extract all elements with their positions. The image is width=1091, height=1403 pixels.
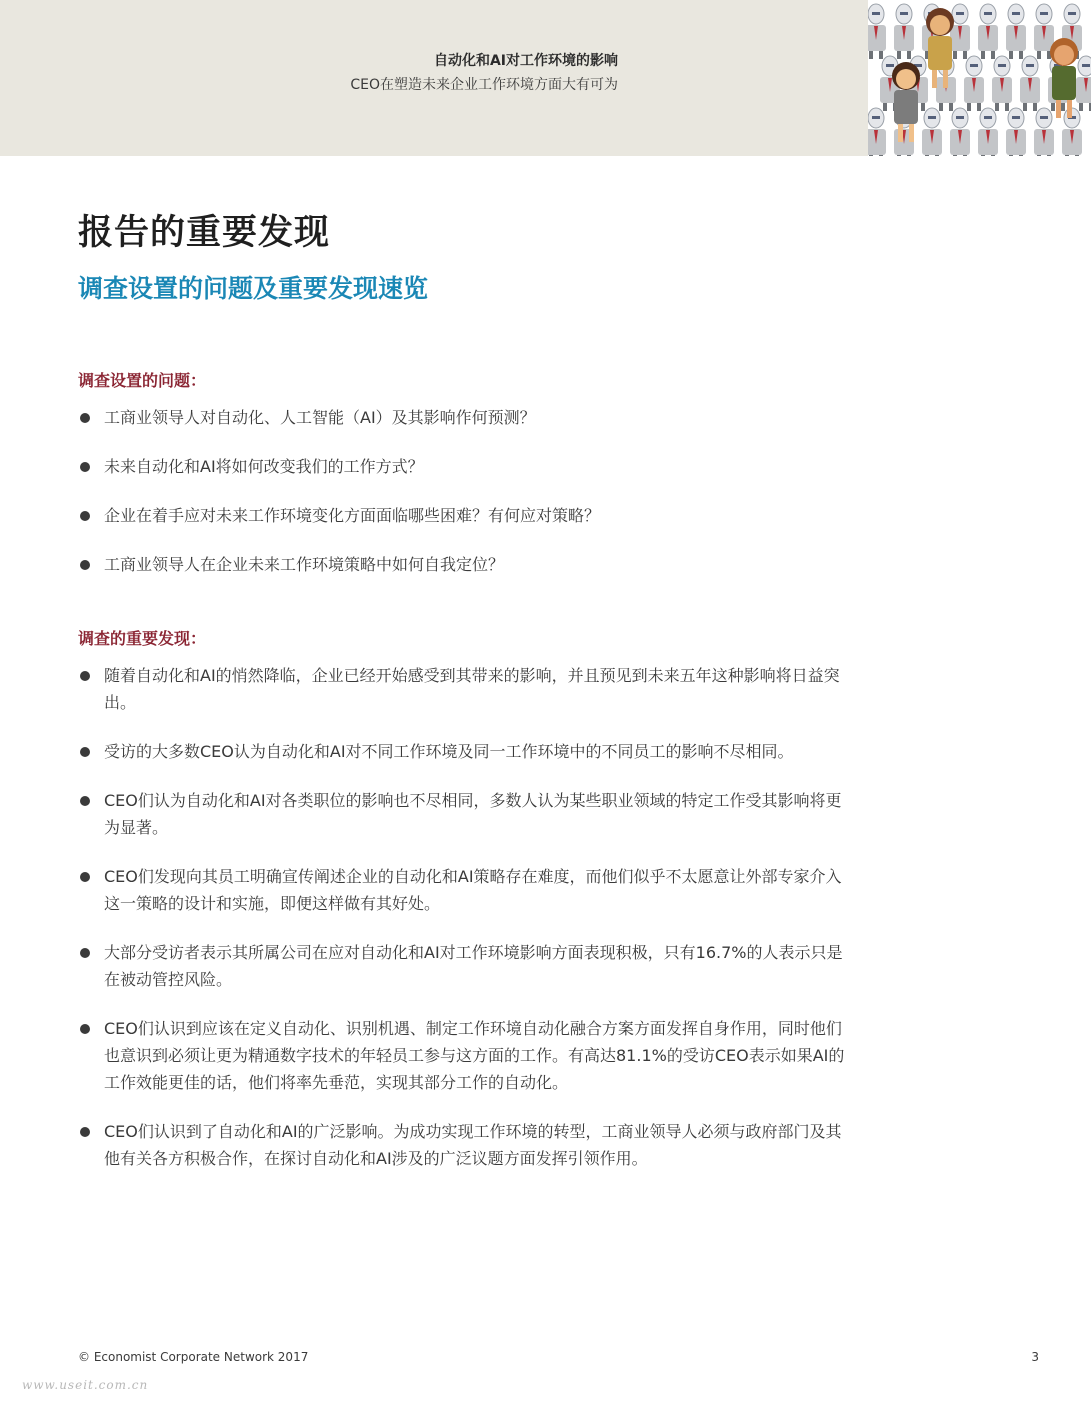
list-item <box>78 1118 848 1172</box>
list-item-text: 工商业领导人在企业未来工作环境策略中如何自我定位？ <box>104 555 505 574</box>
bullet-icon <box>80 1024 90 1034</box>
robot-figure-icon <box>950 108 970 156</box>
robot-figure-icon <box>978 4 998 59</box>
questions-list <box>78 404 848 600</box>
bullet-icon <box>80 413 90 423</box>
header-illustration <box>868 0 1091 156</box>
bullet-icon <box>80 948 90 958</box>
bullet-icon <box>80 872 90 882</box>
questions-heading: 调查设置的问题： <box>78 371 207 390</box>
page-number: 3 <box>1031 1350 1039 1364</box>
header-subtitle: CEO在塑造未来企业工作环境方面大有可为 <box>350 77 618 93</box>
footer-copyright: © Economist Corporate Network 2017 <box>78 1350 309 1364</box>
robot-figure-icon <box>992 56 1012 111</box>
bullet-icon <box>80 511 90 521</box>
list-item <box>78 502 848 529</box>
list-item <box>78 863 848 917</box>
list-item <box>78 939 848 993</box>
findings-list <box>78 662 848 1194</box>
robot-figure-icon <box>894 4 914 59</box>
robot-figure-icon <box>1076 56 1091 111</box>
list-item <box>78 738 848 765</box>
person-figure-icon <box>926 8 954 88</box>
list-item-text: 随着自动化和AI的悄然降临，企业已经开始感受到其带来的影响，并且预见到未来五年这种影响将日益突出。 <box>104 666 840 712</box>
findings-heading: 调查的重要发现： <box>78 629 207 648</box>
list-item-text: 未来自动化和AI将如何改变我们的工作方式？ <box>104 457 424 476</box>
list-item <box>78 453 848 480</box>
list-item-text: 企业在着手应对未来工作环境变化方面面临哪些困难？有何应对策略？ <box>104 506 601 525</box>
page-subtitle: 调查设置的问题及重要发现速览 <box>78 274 429 303</box>
list-item <box>78 404 848 431</box>
watermark: www.useit.com.cn <box>22 1378 149 1392</box>
bullet-icon <box>80 671 90 681</box>
robot-figure-icon <box>1034 108 1054 156</box>
list-item <box>78 1015 848 1096</box>
robot-figure-icon <box>1006 4 1026 59</box>
robot-figure-icon <box>1006 108 1026 156</box>
list-item <box>78 787 848 841</box>
header-title: 自动化和AI对工作环境的影响 <box>433 53 618 69</box>
robot-figure-icon <box>922 108 942 156</box>
bullet-icon <box>80 747 90 757</box>
list-item <box>78 551 848 578</box>
list-item-text: CEO们发现向其员工明确宣传阐述企业的自动化和AI策略存在难度，而他们似乎不太愿意让外部专家介入这一策略的设计和实施，即便这样做有其好处。 <box>104 867 842 913</box>
robot-figure-icon <box>950 4 970 59</box>
robot-figure-icon <box>964 56 984 111</box>
list-item-text: 大部分受访者表示其所属公司在应对自动化和AI对工作环境影响方面表现积极，只有16.7%的人表示只是在被动管控风险。 <box>104 943 843 989</box>
robot-figure-icon <box>868 4 886 59</box>
bullet-icon <box>80 462 90 472</box>
list-item <box>78 662 848 716</box>
bullet-icon <box>80 560 90 570</box>
list-item-text: 工商业领导人对自动化、人工智能（AI）及其影响作何预测？ <box>104 408 536 427</box>
list-item-text: CEO们认为自动化和AI对各类职位的影响也不尽相同，多数人认为某些职业领域的特定工作受其影响将更为显著。 <box>104 791 842 837</box>
list-item-text: CEO们认识到了自动化和AI的广泛影响。为成功实现工作环境的转型，工商业领导人必须与政府部门及其他有关各方积极合作，在探讨自动化和AI涉及的广泛议题方面发挥引领作用。 <box>104 1122 842 1168</box>
robot-figure-icon <box>1020 56 1040 111</box>
bullet-icon <box>80 796 90 806</box>
page-title: 报告的重要发现 <box>78 213 331 253</box>
bullet-icon <box>80 1127 90 1137</box>
list-item-text: 受访的大多数CEO认为自动化和AI对不同工作环境及同一工作环境中的不同员工的影响不尽相同。 <box>104 742 794 761</box>
list-item-text: CEO们认识到应该在定义自动化、识别机遇、制定工作环境自动化融合方案方面发挥自身作用，同时他们也意识到必须让更为精通数字技术的年轻员工参与这方面的工作。有高达81.1%的受访CEO表示如果AI的工作效能更佳的话，他们将率先垂范，实现其部分工作的自动化。 <box>104 1019 845 1092</box>
robot-figure-icon <box>978 108 998 156</box>
header-band <box>0 0 868 156</box>
robot-figure-icon <box>868 108 886 156</box>
